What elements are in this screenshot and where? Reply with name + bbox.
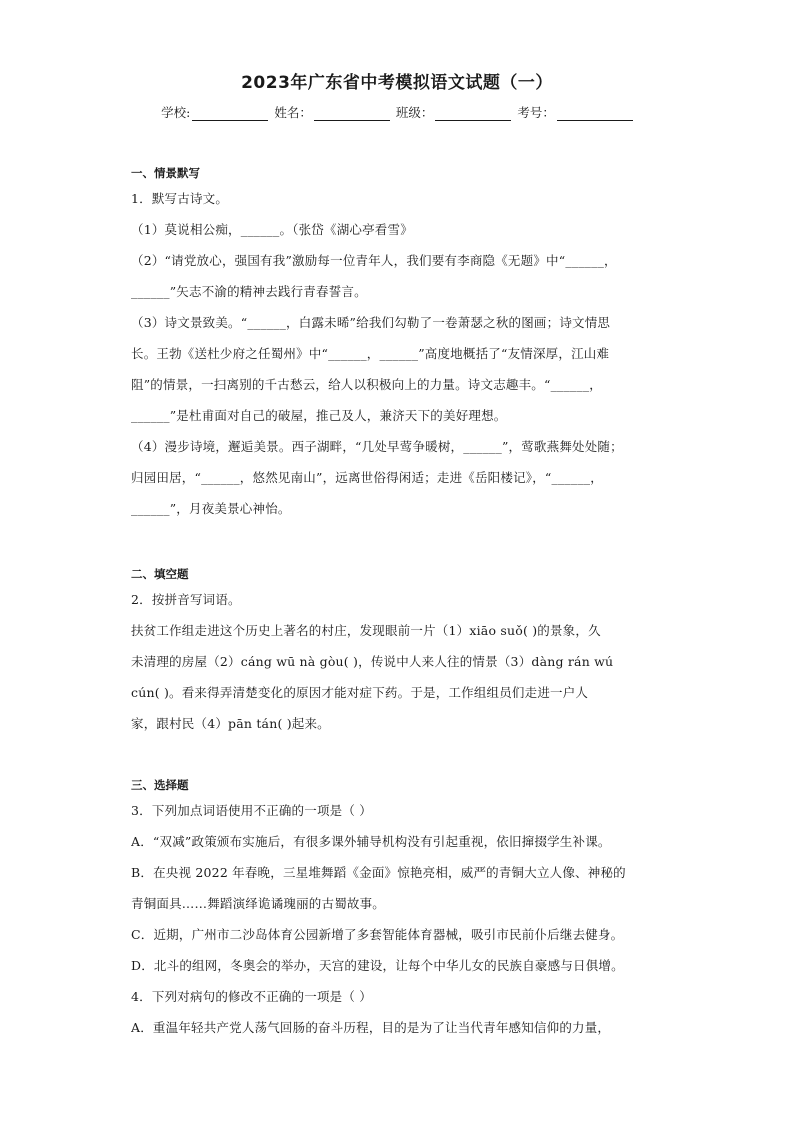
section-title: 三、选择题 bbox=[131, 778, 189, 792]
text-line: 家，跟村民（4）pān tán( )起来。 bbox=[131, 716, 330, 731]
name-label: 姓名： bbox=[274, 105, 312, 120]
text-line: cún( )。看来得弄清楚变化的原因才能对症下药。于是，工作组组员们走进一户人 bbox=[131, 685, 589, 700]
exam-number-blank[interactable] bbox=[557, 105, 633, 121]
school-blank[interactable] bbox=[192, 105, 268, 121]
text-line: A．“双减”政策颁布实施后，有很多课外辅导机构没有引起重视，依旧撺掇学生补课。 bbox=[131, 834, 611, 849]
text-line: 阻”的情景，一扫离别的千古愁云，给人以积极向上的力量。诗文志趣丰。“______， bbox=[131, 377, 602, 392]
section-title: 一、情景默写 bbox=[131, 166, 200, 180]
text-line: ______”是杜甫面对自己的破屋，推己及人，兼济天下的美好理想。 bbox=[131, 408, 507, 423]
text-line: （1）莫说相公痴，______。（张岱《湖心亭看雪》 bbox=[131, 222, 413, 237]
class-field bbox=[396, 103, 512, 121]
text-line: （4）漫步诗境，邂逅美景。西子湖畔，“几处早莺争暖树，______”，莺歌燕舞处处随； bbox=[131, 439, 623, 454]
name-blank[interactable] bbox=[314, 105, 390, 121]
text-line: （3）诗文景致美。“______，白露未晞”给我们勾勒了一卷萧瑟之秋的图画；诗文情思 bbox=[131, 315, 611, 330]
school-field bbox=[161, 103, 268, 121]
text-line: ______”，月夜美景心神怡。 bbox=[131, 501, 291, 516]
text-line: A．重温年轻共产党人荡气回肠的奋斗历程，目的是为了让当代青年感知信仰的力量， bbox=[131, 1020, 611, 1035]
student-info-row bbox=[0, 103, 794, 121]
exam-number-label: 考号： bbox=[517, 105, 555, 120]
name-field bbox=[274, 103, 390, 121]
text-line: 2．按拼音写词语。 bbox=[131, 592, 241, 607]
class-blank[interactable] bbox=[435, 105, 511, 121]
exam-number-field bbox=[517, 103, 633, 121]
text-line: 长。王勃《送杜少府之任蜀州》中“______，______”高度地概括了“友情深厚，江山难 bbox=[131, 346, 610, 361]
text-line: 1．默写古诗文。 bbox=[131, 191, 229, 206]
section-spacer bbox=[131, 739, 671, 775]
text-line: D．北斗的组网，冬奥会的举办，天宫的建设，让每个中华儿女的民族自豪感与日俱增。 bbox=[131, 958, 624, 973]
text-line: 未清理的房屋（2）cáng wū nà gòu( )，传说中人来人往的情景（3）dàng rán wú bbox=[131, 654, 614, 669]
section-title: 二、填空题 bbox=[131, 567, 189, 581]
text-line: 扶贫工作组走进这个历史上著名的村庄，发现眼前一片（1）xiāo suǒ( )的景象，久 bbox=[131, 623, 601, 638]
text-line: （2）“请党放心，强国有我”激励每一位青年人，我们要有李商隐《无题》中“______， bbox=[131, 253, 617, 268]
section-spacer bbox=[131, 524, 671, 564]
school-label: 学校: bbox=[161, 105, 191, 120]
text-line: 青铜面具……舞蹈演绎诡谲瑰丽的古蜀故事。 bbox=[131, 896, 386, 911]
text-line: 3．下列加点词语使用不正确的一项是（ ） bbox=[131, 803, 372, 818]
exam-title: 2023年广东省中考模拟语文试题（一） bbox=[241, 73, 553, 93]
text-line: B．在央视 2022 年春晚，三星堆舞蹈《金面》惊艳亮相，威严的青铜大立人像、神秘的 bbox=[131, 865, 626, 880]
text-line: 归园田居，“______，悠然见南山”，远离世俗得闲适；走进《岳阳楼记》，“______， bbox=[131, 470, 603, 485]
exam-content bbox=[131, 163, 671, 1043]
text-line: C．近期，广州市二沙岛体育公园新增了多套智能体育器械，吸引市民前仆后继去健身。 bbox=[131, 927, 624, 942]
text-line: 4．下列对病句的修改不正确的一项是（ ） bbox=[131, 989, 372, 1004]
text-line: ______”矢志不渝的精神去践行青春誓言。 bbox=[131, 284, 367, 299]
class-label: 班级： bbox=[395, 105, 434, 120]
